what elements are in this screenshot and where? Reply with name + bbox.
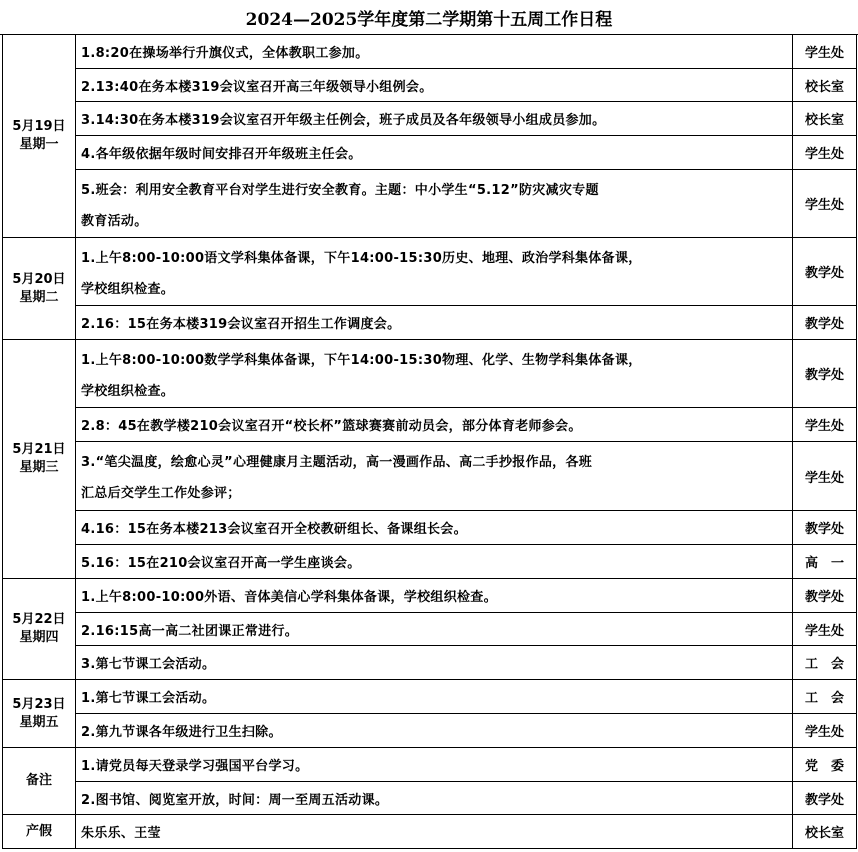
date-cell <box>3 748 76 815</box>
schedule-row <box>3 238 857 306</box>
schedule-item-text: 1.请党员每天登录学习强国平台学习。 <box>81 759 309 774</box>
schedule-row <box>3 340 857 408</box>
department-cell: 学生处 <box>793 714 857 748</box>
weekday-label: 星期三 <box>19 460 59 475</box>
schedule-item-text: 2.13:40在务本楼319会议室召开高三年级领导小组例会。 <box>81 79 433 95</box>
department-cell: 校长室 <box>793 102 857 136</box>
schedule-row <box>3 136 857 170</box>
schedule-item <box>76 579 793 613</box>
schedule-row <box>3 545 857 579</box>
schedule-item-text: 1.上午8:00-10:00外语、音体美信心学科集体备课，学校组织检查。 <box>81 590 497 605</box>
schedule-item-text-continued: 学校组织检查。 <box>81 383 175 399</box>
schedule-item <box>76 170 793 238</box>
schedule-row <box>3 306 857 340</box>
schedule-item <box>76 35 793 69</box>
schedule-row <box>3 69 857 102</box>
schedule-item-text: 3.“笔尖温度，绘愈心灵”心理健康月主题活动，高一漫画作品、高二手抄报作品，各班 <box>81 455 593 470</box>
schedule-item-text-continued: 汇总后交学生工作处参评； <box>81 486 241 501</box>
department-cell: 学生处 <box>793 170 857 238</box>
department-cell: 教学处 <box>793 306 857 340</box>
schedule-item <box>76 442 793 511</box>
schedule-row <box>3 408 857 442</box>
department-cell: 教学处 <box>793 238 857 306</box>
date-label: 5月21日 <box>12 442 66 457</box>
schedule-item <box>76 680 793 714</box>
schedule-row <box>3 579 857 613</box>
schedule-item-text-continued: 学校组织检查。 <box>81 281 175 297</box>
department-cell: 教学处 <box>793 340 857 408</box>
page-title: 2024—2025学年度第二学期第十五周工作日程 <box>0 0 858 35</box>
schedule-item <box>76 511 793 545</box>
schedule-item-text: 朱乐乐、王莹 <box>81 826 161 841</box>
schedule-item-text: 4.16：15在务本楼213会议室召开全校教研组长、备课组长会。 <box>81 522 467 537</box>
schedule-item-text: 5.班会：利用安全教育平台对学生进行安全教育。主题：中小学生“5.12”防灾减灾专题 <box>81 182 599 198</box>
schedule-item-text-continued: 教育活动。 <box>81 213 148 229</box>
schedule-item <box>76 340 793 408</box>
schedule-row <box>3 442 857 511</box>
date-cell <box>3 815 76 849</box>
date-label: 产假 <box>25 823 52 839</box>
schedule-item <box>76 714 793 748</box>
schedule-item <box>76 238 793 306</box>
department-cell: 学生处 <box>793 613 857 646</box>
department-cell: 教学处 <box>793 782 857 815</box>
schedule-row <box>3 170 857 238</box>
schedule-item <box>76 748 793 782</box>
schedule-item <box>76 306 793 340</box>
date-label: 5月19日 <box>12 119 66 134</box>
date-label: 5月22日 <box>12 612 66 627</box>
date-cell <box>3 579 76 680</box>
department-cell: 学生处 <box>793 442 857 511</box>
department-cell: 教学处 <box>793 579 857 613</box>
weekday-label: 星期五 <box>19 714 59 730</box>
department-cell: 校长室 <box>793 815 857 849</box>
schedule-item-text: 5.16：15在210会议室召开高一学生座谈会。 <box>81 556 361 571</box>
schedule-item <box>76 782 793 815</box>
schedule-item <box>76 545 793 579</box>
schedule-item <box>76 102 793 136</box>
schedule-item-text: 2.16:15高一高二社团课正常进行。 <box>81 623 299 639</box>
schedule-item <box>76 136 793 170</box>
schedule-row <box>3 511 857 545</box>
schedule-item-text: 4.各年级依据年级时间安排召开年级班主任会。 <box>81 147 362 162</box>
date-label: 5月23日 <box>12 696 66 712</box>
schedule-item-text: 2.8：45在教学楼210会议室召开“校长杯”篮球赛赛前动员会，部分体育老师参会。 <box>81 419 582 434</box>
schedule-item <box>76 408 793 442</box>
schedule-row <box>3 102 857 136</box>
date-label: 5月20日 <box>12 271 66 287</box>
department-cell: 学生处 <box>793 408 857 442</box>
schedule-item <box>76 646 793 680</box>
date-label: 备注 <box>25 773 52 788</box>
weekday-label: 星期一 <box>19 137 59 152</box>
department-cell: 工 会 <box>793 646 857 680</box>
schedule-item-text: 2.图书馆、阅览室开放，时间：周一至周五活动课。 <box>81 792 389 808</box>
schedule-row <box>3 35 857 69</box>
schedule-item-text: 1.8:20在操场举行升旗仪式，全体教职工参加。 <box>81 46 369 61</box>
schedule-item-text: 2.16：15在务本楼319会议室召开招生工作调度会。 <box>81 317 401 332</box>
schedule-row <box>3 613 857 646</box>
department-cell: 学生处 <box>793 136 857 170</box>
weekday-label: 星期二 <box>19 289 59 305</box>
schedule-row <box>3 646 857 680</box>
department-cell: 校长室 <box>793 69 857 102</box>
date-cell <box>3 238 76 340</box>
date-cell <box>3 680 76 748</box>
department-cell: 党 委 <box>793 748 857 782</box>
date-cell <box>3 35 76 238</box>
department-cell: 工 会 <box>793 680 857 714</box>
schedule-item-text: 3.第七节课工会活动。 <box>81 657 216 672</box>
schedule-table <box>2 34 857 849</box>
schedule-item-text: 2.第九节课各年级进行卫生扫除。 <box>81 725 282 740</box>
schedule-row <box>3 680 857 714</box>
schedule-row <box>3 782 857 815</box>
department-cell: 高 一 <box>793 545 857 579</box>
department-cell: 教学处 <box>793 511 857 545</box>
schedule-item-text: 1.上午8:00-10:00语文学科集体备课，下午14:00-15:30历史、地理、政治学科集体备课， <box>81 250 642 266</box>
date-cell <box>3 340 76 579</box>
department-cell: 学生处 <box>793 35 857 69</box>
schedule-row <box>3 815 857 849</box>
schedule-row <box>3 748 857 782</box>
schedule-item <box>76 815 793 849</box>
schedule-item <box>76 613 793 646</box>
schedule-item-text: 1.上午8:00-10:00数学学科集体备课，下午14:00-15:30物理、化学、生物学科集体备课， <box>81 352 642 368</box>
schedule-row <box>3 714 857 748</box>
schedule-item-text: 1.第七节课工会活动。 <box>81 691 216 706</box>
weekday-label: 星期四 <box>19 630 59 645</box>
schedule-item <box>76 69 793 102</box>
schedule-item-text: 3.14:30在务本楼319会议室召开年级主任例会，班子成员及各年级领导小组成员参加。 <box>81 113 606 128</box>
